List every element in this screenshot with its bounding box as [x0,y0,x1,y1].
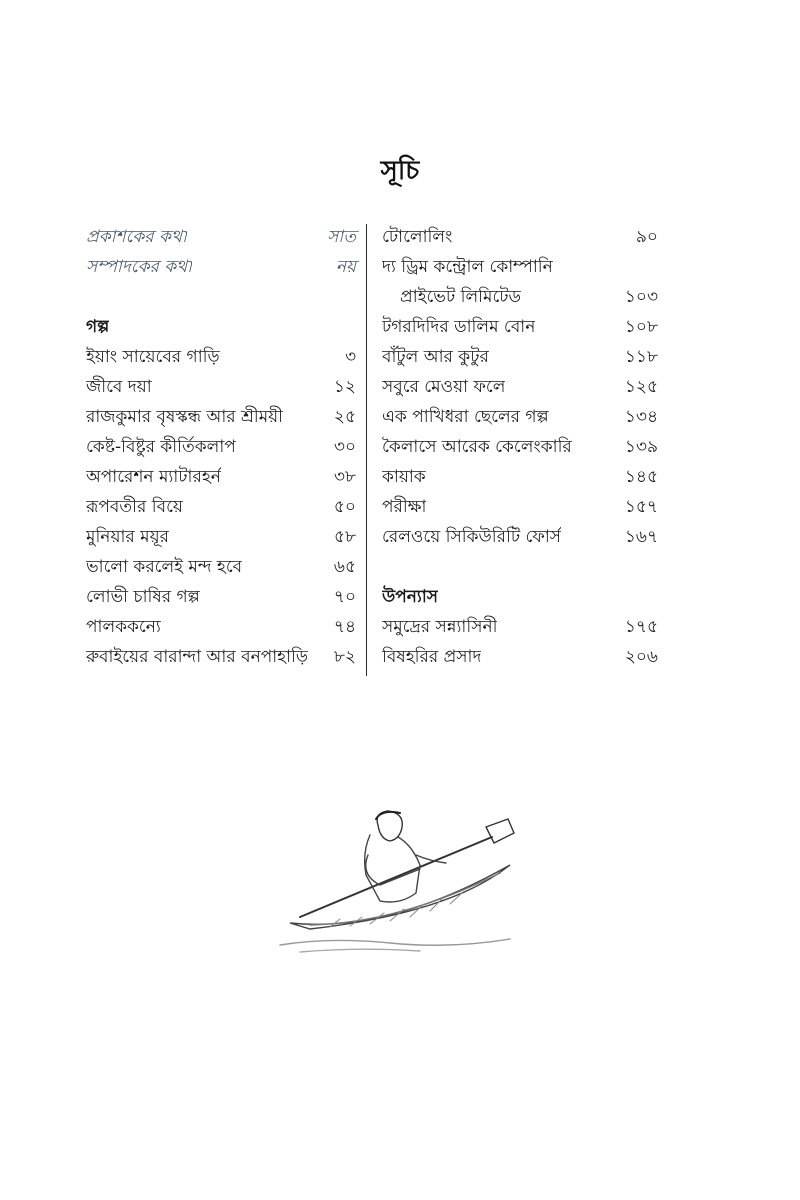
toc-entry [382,252,658,282]
toc-entry [382,522,658,552]
entry-title: বিষহরির প্রসাদ [382,647,482,667]
entry-page-number: সাত [327,227,356,247]
entry-title: পরীক্ষা [382,497,427,517]
toc-entry [382,342,658,372]
toc-entry [86,492,356,522]
entry-title: উপন্যাস [382,587,439,607]
toc-entry [86,522,356,552]
entry-title: রেলওয়ে সিকিউরিটি ফোর্স [382,527,561,547]
toc-entry [382,612,658,642]
entry-title: কৈলাসে আরেক কেলেংকারি [382,437,572,457]
entry-page-number: ১৩৪ [624,407,658,427]
entry-page-number: ১৫৭ [624,497,658,517]
toc-entry [86,462,356,492]
toc-entry [382,642,658,672]
toc-entry [86,612,356,642]
entry-page-number [316,312,356,342]
entry-page-number [316,282,356,312]
entry-title: প্রাইভেট লিমিটেড [400,287,522,307]
entry-page-number: ৭০ [333,587,356,607]
toc-entry [86,372,356,402]
toc-entry [382,432,658,462]
entry-title: সম্পাদকের কথা [86,257,193,277]
entry-page-number [618,552,658,582]
entry-title: রাজকুমার বৃষস্কন্ধ আর শ্রীময়ী [86,407,284,427]
entry-page-number: ১৬৭ [624,527,658,547]
toc-entry [86,642,356,672]
toc-entry [86,582,356,612]
entry-page-number: ১০৩ [624,287,658,307]
entry-page-number: ১৩৯ [624,437,658,457]
entry-title: সবুরে মেওয়া ফলে [382,377,506,397]
entry-title: মুনিয়ার ময়ূর [86,527,169,547]
entry-title: ভালো করলেই মন্দ হবে [86,557,243,577]
entry-title: এক পাখিধরা ছেলের গল্প [382,407,549,427]
toc-entry [86,432,356,462]
page-title: সূচি [380,156,420,186]
toc-entry [86,252,356,282]
entry-page-number: ৬৫ [333,557,356,577]
entry-title: দ্য ড্রিম কন্ট্রোল কোম্পানি [382,257,553,277]
entry-page-number: ১২ [333,377,356,397]
entry-page-number: ২৫ [333,407,356,427]
entry-title: কায়াক [382,467,426,487]
toc-entry [86,342,356,372]
entry-page-number: ৩ [344,347,356,367]
entry-title: ইয়াং সায়েবের গাড়ি [86,347,220,367]
entry-title: টোলোলিং [382,227,453,247]
entry-page-number [618,252,658,282]
entry-title: কেষ্ট-বিষ্টুর কীর্তিকলাপ [86,437,236,457]
entry-title: রুবাইয়ের বারান্দা আর বনপাহাড়ি [86,647,309,667]
entry-page-number: ৩০ [333,437,356,457]
entry-page-number: ১২৫ [624,377,658,397]
entry-page-number: ১০৮ [624,317,658,337]
entry-title: রূপবতীর বিয়ে [86,497,183,517]
entry-title: অপারেশন ম্যাটারহর্ন [86,467,221,487]
toc-entry [382,222,658,252]
entry-page-number: ২০৬ [624,647,658,667]
toc-entry [382,282,658,312]
spacer [86,282,356,312]
entry-page-number: নয় [335,257,356,277]
entry-title: প্রকাশকের কথা [86,227,187,247]
toc-entry [382,372,658,402]
entry-title: টগরদিদির ডালিম বোন [382,317,536,337]
entry-title: বাঁটুল আর কুটুর [382,347,489,367]
entry-page-number: ৩৮ [333,467,356,487]
contents-column-left [86,222,356,672]
toc-entry [86,402,356,432]
toc-entry [382,462,658,492]
entry-title: লোভী চাষির গল্প [86,587,200,607]
section-heading [382,582,658,612]
column-divider [366,224,367,676]
toc-entry [86,222,356,252]
entry-page-number: ৭৪ [333,617,356,637]
entry-page-number: ১৪৫ [624,467,658,487]
section-heading [86,312,356,342]
entry-page-number: ৮২ [333,647,356,667]
entry-page-number: ৫৮ [333,527,356,547]
spacer [382,552,658,582]
kayak-illustration [270,805,530,955]
entry-title: পালককন্যে [86,617,161,637]
contents-column-right [382,222,658,672]
entry-page-number: ১১৮ [624,347,658,367]
toc-entry [382,402,658,432]
entry-title: জীবে দয়া [86,377,152,397]
entry-page-number: ১৭৫ [624,617,658,637]
toc-entry [86,552,356,582]
entry-page-number: ৯০ [635,227,658,247]
toc-entry [382,492,658,522]
toc-entry [382,312,658,342]
entry-title: গল্প [86,317,110,337]
entry-page-number [618,582,658,612]
entry-page-number: ৫০ [333,497,356,517]
entry-title: সমুদ্রের সন্ন্যাসিনী [382,617,498,637]
